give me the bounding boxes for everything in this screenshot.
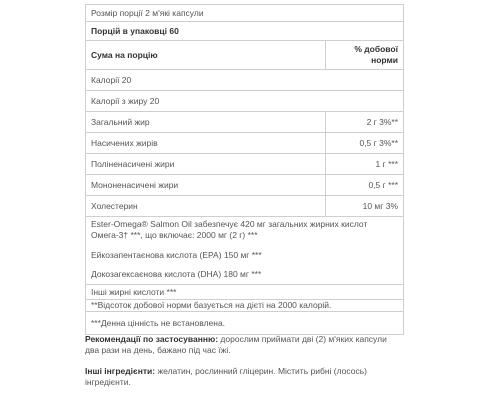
calories-row (86, 70, 404, 91)
monounsaturated-fat-value: 0,5 г *** (326, 175, 404, 196)
omega-3-cell (86, 217, 404, 285)
omega-3-note: Ester-Omega® Salmon Oil забезпечує 420 мг загальних жирних кислот Омега-3† ***, що включає: 2000 мг (2 г) *** (91, 219, 368, 240)
servings-per-container-row (86, 22, 404, 41)
polyunsaturated-fat-label: Поліненасичені жири (86, 154, 326, 175)
supplement-facts-table (85, 4, 404, 335)
not-established-row (86, 312, 404, 335)
total-fat-label: Загальний жир (86, 112, 326, 133)
cholesterol-row (86, 196, 404, 217)
ingredients-heading: Інші інгредієнти: (85, 366, 156, 376)
monounsaturated-fat-row (86, 175, 404, 196)
daily-value-footnote: **Відсоток добової норми базується на дієті на 2000 калорій. (91, 300, 332, 310)
dha-line: Докозагексаєнова кислота (DHA) 180 мг *** (91, 269, 262, 279)
serving-size: Розмір порції 2 м'які капсули (86, 5, 404, 22)
saturated-fat-row (86, 133, 404, 154)
usage-heading: Рекомендації по застосуванню: (85, 334, 219, 344)
polyunsaturated-fat-value: 1 г *** (326, 154, 404, 175)
calories-from-fat-row (86, 91, 404, 112)
daily-value-header-line1: % добової (354, 44, 399, 54)
daily-value-header-line2: норми (371, 55, 399, 65)
cholesterol-label: Холестерин (86, 196, 326, 217)
epa-line: Ейкозапентаєнова кислота (EPA) 150 мг *** (91, 250, 262, 260)
total-fat-row (86, 112, 404, 133)
servings-per-container: Порцій в упаковці 60 (86, 22, 404, 41)
ingredients-section (85, 366, 403, 388)
table-header-row (86, 41, 404, 70)
other-fatty-acids-label: Інші жирні кислоти *** (86, 285, 404, 300)
polyunsaturated-fat-row (86, 154, 404, 175)
not-established-note: ***Денна цінність не встановлена. (86, 312, 404, 335)
omega-3-row (86, 217, 404, 285)
monounsaturated-fat-label: Мононенасичені жири (86, 175, 326, 196)
daily-value-footnote-cell (86, 300, 404, 312)
calories-from-fat-label: Калорії з жиру 20 (86, 91, 404, 112)
total-fat-value: 2 г 3%** (326, 112, 404, 133)
saturated-fat-value: 0,5 г 3%** (326, 133, 404, 154)
usage-section (85, 334, 403, 356)
cholesterol-value: 10 мг 3% (326, 196, 404, 217)
usage-text: дорослим приймати дві (2) м'яких капсули два рази на день, бажано під час їжі. (85, 334, 387, 355)
daily-value-footnote-row (86, 300, 404, 312)
saturated-fat-label: Насичених жирів (86, 133, 326, 154)
supplement-facts-panel (85, 4, 403, 335)
serving-size-row (86, 5, 404, 22)
amount-per-serving-header: Сума на порцію (86, 41, 326, 70)
calories-label: Калорії 20 (86, 70, 404, 91)
ingredients-text: желатин, рослинний гліцерин. Містить рибні (лосось) інгредієнти. (85, 366, 367, 387)
other-fatty-acids-row (86, 285, 404, 300)
daily-value-header (326, 41, 404, 70)
